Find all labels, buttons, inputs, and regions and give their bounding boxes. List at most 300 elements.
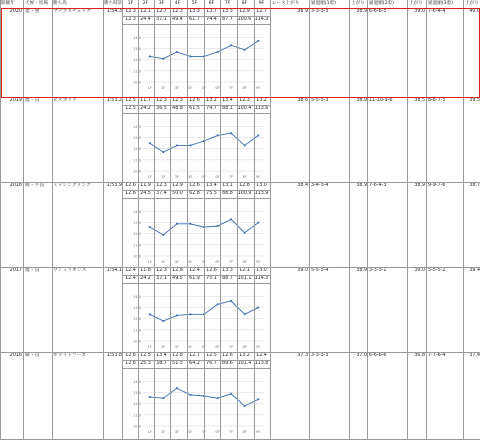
lap-chart-svg	[123, 115, 271, 181]
data-point	[162, 58, 164, 60]
cell-weather[interactable]: 晴・良	[25, 353, 40, 358]
cell-lap[interactable]: 12.6	[189, 183, 200, 188]
cell-pass-2[interactable]: 6-6-6-6	[369, 353, 387, 358]
lap-chart	[123, 26, 271, 92]
cell-cumulative[interactable]: 12.3	[125, 17, 136, 22]
cell-lap[interactable]: 13.4	[156, 353, 167, 358]
cell-lap[interactable]: 12.3	[172, 98, 183, 103]
cell-pass-3[interactable]: 9-9-7-6	[428, 183, 446, 188]
data-point	[176, 145, 178, 147]
cell-lap[interactable]: 13.3	[189, 9, 200, 14]
y-tick-label: 11.0	[132, 158, 141, 163]
data-point	[162, 234, 164, 236]
cell-winner[interactable]: ビスカリア	[53, 98, 77, 103]
cell-race-last[interactable]: 38.9	[297, 9, 308, 14]
cell-cumulative[interactable]: 49.4	[172, 17, 183, 22]
cell-lap[interactable]: 12.8	[172, 268, 183, 273]
cell-cumulative[interactable]: 88.7	[222, 276, 233, 281]
data-point	[190, 394, 192, 396]
cell-cumulative[interactable]: 113.9	[254, 191, 269, 196]
data-point	[190, 145, 192, 147]
y-tick-label: 13.0	[132, 47, 141, 52]
data-point	[149, 226, 151, 228]
x-tick-label: 2F	[161, 260, 166, 264]
y-tick-label: 13.0	[132, 221, 141, 226]
x-tick-label: 7F	[228, 430, 234, 434]
cell-race-last[interactable]: 37.3	[297, 353, 308, 358]
cell-cumulative[interactable]: 75.1	[206, 276, 217, 281]
y-tick-label: 14.0	[132, 124, 141, 129]
cell-cumulative[interactable]: 88.8	[222, 191, 233, 196]
x-tick-label: 1F	[147, 175, 152, 179]
data-point	[230, 132, 232, 134]
cell-lap[interactable]: 13.4	[206, 183, 217, 188]
cell-cumulative[interactable]: 61.5	[189, 106, 200, 111]
cell-winner[interactable]: ホワイトフーガ	[53, 353, 87, 358]
cell-cumulative[interactable]: 37.1	[156, 17, 167, 22]
y-tick-label: 11.0	[132, 413, 141, 418]
x-tick-label: 9F	[256, 260, 261, 264]
x-tick-label: 2F	[161, 430, 166, 434]
cell-pass-3[interactable]: 7-6-4-4	[428, 9, 446, 14]
cell-cumulative[interactable]: 12.6	[125, 191, 136, 196]
lap-chart	[123, 200, 271, 266]
cell-weather[interactable]: 曇・良	[25, 98, 40, 103]
x-tick-label: 8F	[242, 345, 247, 349]
x-tick-label: 6F	[215, 86, 220, 90]
cell-cumulative[interactable]: 100.9	[237, 191, 252, 196]
data-point	[244, 313, 246, 315]
data-point	[176, 387, 178, 389]
header-furlong-8F[interactable]: 8F	[237, 0, 252, 8]
header-pass-3[interactable]: 通過順(3着)	[428, 0, 464, 8]
y-tick-label: 10.0	[132, 254, 141, 259]
cell-lap[interactable]: 12.6	[125, 183, 136, 188]
cell-race-last[interactable]: 38.6	[297, 98, 308, 103]
header-furlong-5F[interactable]: 5F	[187, 0, 202, 8]
cell-pass-1[interactable]: 3-3-3-3	[311, 9, 329, 14]
x-tick-label: 3F	[174, 345, 180, 349]
row-border	[0, 8, 480, 9]
x-tick-label: 7F	[228, 175, 234, 179]
cell-cumulative[interactable]: 75.5	[206, 191, 217, 196]
col-border	[463, 0, 464, 440]
cell-cumulative[interactable]: 51.5	[172, 361, 183, 366]
cell-last-2[interactable]: 39.0	[414, 268, 425, 273]
cell-cumulative[interactable]: 61.9	[189, 276, 200, 281]
header-furlong-1F[interactable]: 1F	[123, 0, 138, 8]
lap-chart-svg	[123, 285, 271, 351]
cell-lap[interactable]: 12.4	[256, 353, 267, 358]
x-tick-label: 9F	[256, 86, 261, 90]
cell-cumulative[interactable]: 24.2	[140, 276, 151, 281]
x-tick-label: 3F	[174, 86, 180, 90]
cell-cumulative[interactable]: 100.6	[237, 17, 252, 22]
data-point	[176, 51, 178, 53]
x-tick-label: 5F	[201, 260, 207, 264]
x-tick-label: 3F	[174, 175, 180, 179]
cell-cumulative[interactable]: 74.4	[206, 17, 217, 22]
data-point	[217, 51, 219, 53]
cell-lap[interactable]: 12.6	[206, 268, 217, 273]
header-furlong-7F[interactable]: 7F	[220, 0, 235, 8]
x-tick-label: 8F	[242, 260, 247, 264]
cell-cumulative[interactable]: 61.7	[189, 17, 200, 22]
cell-lap[interactable]: 12.6	[125, 353, 136, 358]
header-furlong-2F[interactable]: 2F	[138, 0, 153, 8]
row-border	[122, 360, 270, 361]
header-pass-1[interactable]: 通過順(1着)	[311, 0, 349, 8]
cell-weather[interactable]: 晴・不良	[25, 183, 45, 188]
cell-lap[interactable]: 12.9	[239, 9, 250, 14]
cell-lap[interactable]: 12.4	[125, 268, 136, 273]
x-tick-label: 7F	[228, 260, 234, 264]
cell-cumulative[interactable]: 89.6	[222, 361, 233, 366]
row-border	[122, 283, 270, 284]
y-tick-label: 10.0	[132, 339, 141, 344]
cell-cumulative[interactable]: 114.3	[254, 276, 269, 281]
cell-cumulative[interactable]: 88.1	[222, 106, 233, 111]
cell-cumulative[interactable]: 50.0	[172, 191, 183, 196]
cell-pass-3[interactable]: 8-8-7-5	[428, 98, 446, 103]
cell-pass-1[interactable]: 5-5-5-4	[311, 268, 329, 273]
data-point	[244, 232, 246, 234]
data-point	[176, 315, 178, 317]
cell-time[interactable]: 1:53.8	[106, 353, 122, 358]
cell-last-1[interactable]: 38.9	[356, 183, 367, 188]
col-border	[52, 0, 53, 440]
lap-chart	[123, 285, 271, 351]
col-border	[220, 0, 221, 440]
cell-cumulative[interactable]: 64.2	[189, 361, 200, 366]
col-border	[187, 0, 188, 440]
col-border	[367, 0, 368, 440]
cell-cumulative[interactable]: 101.4	[237, 361, 252, 366]
cell-lap[interactable]: 12.5	[206, 353, 217, 358]
cell-cumulative[interactable]: 36.5	[156, 106, 167, 111]
cell-lap[interactable]: 12.7	[256, 9, 267, 14]
row-border	[0, 97, 480, 98]
data-point	[217, 135, 219, 137]
cell-lap[interactable]: 12.6	[189, 98, 200, 103]
y-tick-label: 10.0	[132, 424, 141, 429]
cell-lap[interactable]: 12.7	[156, 9, 167, 14]
x-tick-label: 3F	[174, 430, 180, 434]
cell-cumulative[interactable]: 62.8	[189, 191, 200, 196]
data-point	[149, 142, 151, 144]
cell-last-2[interactable]: 36.8	[414, 353, 425, 358]
header-furlong-4F[interactable]: 4F	[170, 0, 185, 8]
lap-chart-svg	[123, 200, 271, 266]
cell-cumulative[interactable]: 12.5	[125, 106, 136, 111]
data-point	[257, 40, 259, 42]
x-tick-label: 3F	[174, 260, 180, 264]
x-tick-label: 5F	[201, 86, 207, 90]
x-tick-label: 8F	[242, 430, 247, 434]
lap-chart-svg	[123, 370, 271, 436]
y-tick-label: 11.0	[132, 69, 141, 74]
cell-lap[interactable]: 13.0	[256, 183, 267, 188]
y-tick-label: 12.0	[132, 317, 141, 322]
cell-lap[interactable]: 12.4	[189, 268, 200, 273]
cell-last-3[interactable]: 39.5	[469, 98, 480, 103]
data-point	[190, 223, 192, 225]
cell-cumulative[interactable]: 49.5	[172, 276, 183, 281]
col-border	[23, 0, 24, 440]
cell-lap[interactable]: 12.7	[189, 353, 200, 358]
x-tick-label: 6F	[215, 345, 220, 349]
header-furlong-6F[interactable]: 6F	[204, 0, 219, 8]
data-point	[257, 135, 259, 137]
col-border	[0, 0, 1, 440]
x-tick-label: 6F	[215, 175, 220, 179]
cell-cumulative[interactable]: 37.1	[156, 276, 167, 281]
cell-last-1[interactable]: 38.9	[356, 268, 367, 273]
header-year[interactable]: 開催年	[1, 0, 23, 8]
cell-pass-1[interactable]: 5-5-5-3	[311, 98, 329, 103]
data-point	[162, 320, 164, 322]
y-tick-label: 14.0	[132, 35, 141, 40]
data-point	[230, 300, 232, 302]
x-tick-label: 4F	[188, 430, 193, 434]
cell-pass-3[interactable]: 5-5-5-2	[428, 268, 446, 273]
cell-lap[interactable]: 11.7	[140, 98, 151, 103]
cell-lap[interactable]: 12.3	[172, 9, 183, 14]
row-border	[0, 267, 480, 268]
lap-chart-svg	[123, 26, 271, 92]
cell-last-2[interactable]: 38.5	[414, 98, 425, 103]
cell-cumulative[interactable]: 101.1	[237, 276, 252, 281]
header-last-2[interactable]: 上がり	[409, 0, 425, 8]
cell-lap[interactable]: 12.5	[140, 353, 151, 358]
cell-weather[interactable]: 曇・良	[25, 268, 40, 273]
col-border	[122, 0, 123, 440]
y-tick-label: 10.0	[132, 169, 141, 174]
cell-weather[interactable]: 曇・重	[25, 9, 40, 14]
cell-time[interactable]: 1:53.9	[106, 183, 122, 188]
x-tick-label: 9F	[256, 430, 261, 434]
cell-winner[interactable]: マテラスチェック	[53, 9, 91, 14]
row-border	[122, 190, 270, 191]
header-weather[interactable]: 天候・馬場	[25, 0, 51, 8]
cell-year[interactable]: 2017	[9, 268, 22, 273]
cell-pass-1[interactable]: 3-4-3-4	[311, 183, 329, 188]
cell-last-1[interactable]: 38.9	[356, 9, 367, 14]
x-tick-label: 4F	[188, 260, 193, 264]
x-tick-label: 9F	[256, 345, 261, 349]
x-tick-label: 9F	[256, 175, 261, 179]
x-tick-label: 8F	[242, 86, 247, 90]
x-tick-label: 4F	[188, 345, 193, 349]
x-tick-label: 4F	[188, 86, 193, 90]
cell-last-2[interactable]: 38.9	[414, 183, 425, 188]
cell-cumulative[interactable]: 24.4	[140, 17, 151, 22]
cell-year[interactable]: 2020	[9, 9, 22, 14]
col-border	[407, 0, 408, 440]
cell-pass-2[interactable]: 3-3-3-1	[369, 268, 387, 273]
cell-cumulative[interactable]: 37.4	[156, 191, 167, 196]
data-point	[149, 396, 151, 398]
data-point	[190, 56, 192, 58]
cell-cumulative[interactable]: 12.6	[125, 361, 136, 366]
cell-lap[interactable]: 13.0	[256, 268, 267, 273]
col-border	[270, 0, 271, 440]
cell-lap[interactable]: 13.7	[206, 9, 217, 14]
row-border	[0, 352, 480, 353]
cell-lap[interactable]: 12.3	[156, 98, 167, 103]
cell-cumulative[interactable]: 87.7	[222, 17, 233, 22]
cell-lap[interactable]: 12.3	[239, 98, 250, 103]
cell-lap[interactable]: 13.2	[206, 98, 217, 103]
x-tick-label: 1F	[147, 345, 152, 349]
row-border	[122, 105, 270, 106]
data-point	[190, 313, 192, 315]
header-last-3[interactable]: 上がり	[465, 1, 479, 6]
cell-race-last[interactable]: 39.0	[297, 268, 308, 273]
row-border	[0, 182, 480, 183]
cell-winner[interactable]: ワンミリオンス	[53, 268, 87, 273]
x-tick-label: 7F	[228, 345, 234, 349]
cell-lap[interactable]: 12.6	[222, 353, 233, 358]
x-tick-label: 1F	[147, 86, 152, 90]
cell-lap[interactable]: 12.1	[140, 9, 151, 14]
cell-lap[interactable]: 13.1	[222, 183, 233, 188]
cell-last-3[interactable]: 40.0	[469, 9, 480, 14]
cell-lap[interactable]: 11.8	[140, 268, 151, 273]
cell-year[interactable]: 2019	[9, 98, 22, 103]
data-point	[244, 49, 246, 51]
data-point	[257, 398, 259, 400]
row-border	[122, 113, 270, 114]
cell-cumulative[interactable]: 113.8	[254, 361, 269, 366]
col-border	[103, 0, 104, 440]
data-point	[217, 303, 219, 305]
cell-lap[interactable]: 13.3	[222, 268, 233, 273]
cell-last-3[interactable]: 39.4	[469, 268, 480, 273]
col-border	[170, 0, 171, 440]
data-point	[230, 44, 232, 46]
data-point	[217, 225, 219, 227]
cell-cumulative[interactable]: 113.6	[254, 106, 269, 111]
x-tick-label: 5F	[201, 175, 207, 179]
header-time[interactable]: 勝ち時計	[104, 1, 122, 6]
cell-year[interactable]: 2018	[9, 183, 22, 188]
y-tick-label: 12.0	[132, 402, 141, 407]
header-last-1[interactable]: 上がり	[351, 0, 367, 8]
col-border	[309, 0, 310, 440]
cell-pass-2[interactable]: 11-10-9-6	[369, 98, 393, 103]
header-furlong-9F[interactable]: 9F	[254, 0, 269, 8]
row-border	[122, 275, 270, 276]
cell-cumulative[interactable]: 24.2	[140, 106, 151, 111]
cell-year[interactable]: 2016	[9, 353, 22, 358]
cell-time[interactable]: 1:53.2	[106, 98, 122, 103]
cell-cumulative[interactable]: 74.7	[206, 106, 217, 111]
cell-lap[interactable]: 12.9	[172, 183, 183, 188]
data-point	[257, 222, 259, 224]
y-tick-label: 12.0	[132, 147, 141, 152]
cell-pass-2[interactable]: 7-6-4-3	[369, 183, 387, 188]
cell-cumulative[interactable]: 114.3	[254, 17, 269, 22]
x-tick-label: 6F	[215, 430, 220, 434]
data-point	[149, 313, 151, 315]
x-tick-label: 1F	[147, 430, 152, 434]
col-border	[426, 0, 427, 440]
col-border	[237, 0, 238, 440]
header-pass-2[interactable]: 通過順(2着)	[369, 0, 407, 8]
cell-time[interactable]: 1:54.3	[106, 9, 122, 14]
y-tick-label: 13.0	[132, 136, 141, 141]
data-point	[230, 393, 232, 395]
cell-pass-1[interactable]: 3-3-3-3	[311, 353, 329, 358]
cell-pass-2[interactable]: 6-6-6-5	[369, 9, 387, 14]
x-tick-label: 1F	[147, 260, 152, 264]
x-tick-label: 2F	[161, 86, 166, 90]
cell-cumulative[interactable]: 12.4	[125, 276, 136, 281]
row-border	[122, 198, 270, 199]
cell-lap[interactable]: 12.1	[239, 268, 250, 273]
x-tick-label: 5F	[201, 430, 207, 434]
row-border	[122, 24, 270, 25]
cell-last-3[interactable]: 37.4	[469, 353, 480, 358]
cell-cumulative[interactable]: 38.7	[156, 361, 167, 366]
data-point	[176, 223, 178, 225]
header-winner[interactable]: 勝ち馬	[53, 0, 103, 8]
y-tick-label: 14.0	[132, 209, 141, 214]
col-border	[154, 0, 155, 440]
cell-lap[interactable]: 12.8	[239, 183, 250, 188]
y-tick-label: 13.0	[132, 391, 141, 396]
cell-cumulative[interactable]: 76.7	[206, 361, 217, 366]
y-tick-label: 11.0	[132, 328, 141, 333]
cell-race-last[interactable]: 38.4	[297, 183, 308, 188]
lap-chart	[123, 370, 271, 436]
cell-last-3[interactable]: 38.7	[469, 183, 480, 188]
data-point	[162, 151, 164, 153]
cell-cumulative[interactable]: 48.8	[172, 106, 183, 111]
cell-winner[interactable]: ミッシングリンク	[53, 183, 91, 188]
cell-lap[interactable]: 12.3	[156, 183, 167, 188]
cell-pass-3[interactable]: 7-7-6-4	[428, 353, 446, 358]
data-point	[162, 397, 164, 399]
cell-lap[interactable]: 13.2	[239, 353, 250, 358]
cell-cumulative[interactable]: 24.5	[140, 191, 151, 196]
x-tick-label: 2F	[161, 345, 166, 349]
cell-lap[interactable]: 13.4	[222, 98, 233, 103]
x-tick-label: 6F	[215, 260, 220, 264]
col-border	[349, 0, 350, 440]
cell-lap[interactable]: 13.3	[222, 9, 233, 14]
header-race-last[interactable]: レース上がり	[272, 0, 308, 8]
data-point	[149, 56, 151, 58]
cell-lap[interactable]: 12.5	[125, 98, 136, 103]
header-furlong-3F[interactable]: 3F	[154, 0, 169, 8]
cell-last-1[interactable]: 38.9	[356, 98, 367, 103]
cell-last-1[interactable]: 37.0	[356, 353, 367, 358]
cell-lap[interactable]: 12.8	[172, 353, 183, 358]
cell-lap[interactable]: 12.3	[125, 9, 136, 14]
cell-lap[interactable]: 13.2	[256, 98, 267, 103]
cell-lap[interactable]: 12.3	[156, 268, 167, 273]
cell-cumulative[interactable]: 100.4	[237, 106, 252, 111]
cell-last-2[interactable]: 39.0	[414, 9, 425, 14]
cell-time[interactable]: 1:54.1	[106, 268, 122, 273]
data-point	[257, 307, 259, 309]
x-tick-label: 5F	[201, 345, 207, 349]
cell-lap[interactable]: 11.9	[140, 183, 151, 188]
y-tick-label: 14.0	[132, 379, 141, 384]
cell-cumulative[interactable]: 25.3	[140, 361, 151, 366]
